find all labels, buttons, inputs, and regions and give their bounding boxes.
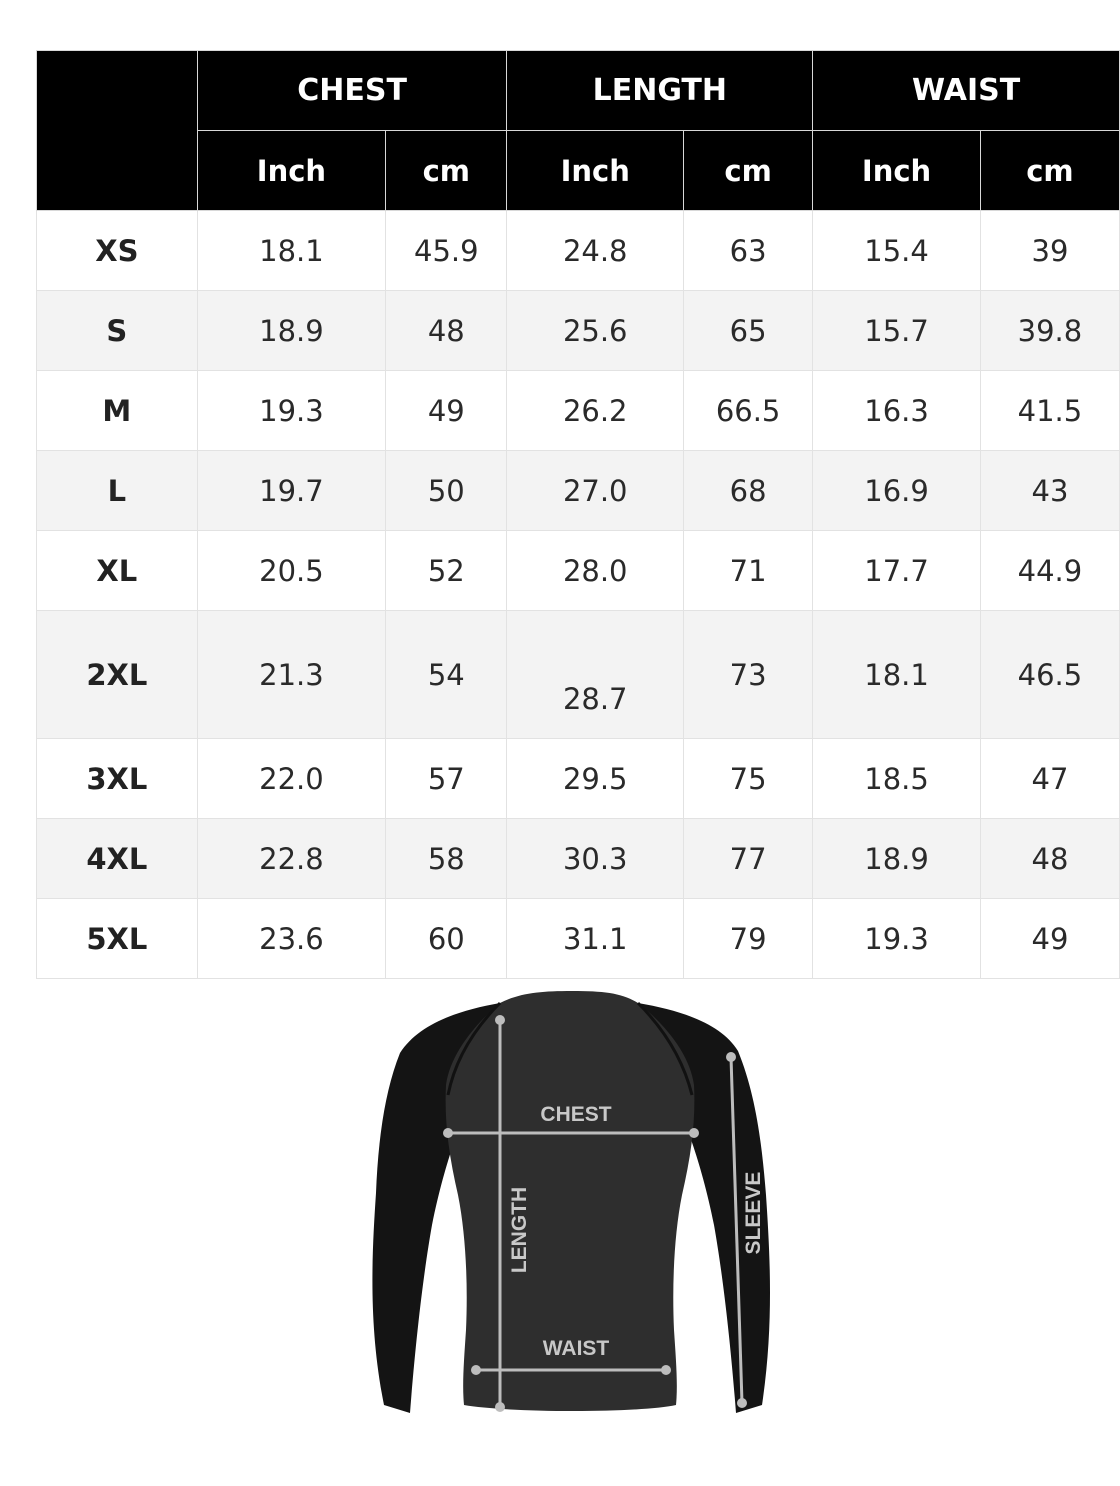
table-cell: 41.5: [980, 371, 1119, 451]
unit-header: cm: [980, 131, 1119, 211]
table-cell: 21.3: [197, 611, 385, 739]
table-cell: 49: [980, 899, 1119, 979]
table-cell: 39.8: [980, 291, 1119, 371]
table-row: [37, 371, 1120, 451]
table-cell: 57: [386, 739, 507, 819]
table-cell: 25.6: [507, 291, 684, 371]
table-cell: 28.0: [507, 531, 684, 611]
header-waist: WAIST: [813, 51, 1120, 131]
waist-guide-end: [661, 1365, 671, 1375]
table-cell: 31.1: [507, 899, 684, 979]
chest-label: CHEST: [540, 1103, 612, 1126]
unit-header: cm: [386, 131, 507, 211]
table-cell: 16.3: [813, 371, 981, 451]
header-chest: CHEST: [197, 51, 507, 131]
table-cell: 19.3: [813, 899, 981, 979]
table-cell: 71: [684, 531, 813, 611]
table-cell: 45.9: [386, 211, 507, 291]
chest-guide-end: [443, 1128, 453, 1138]
table-row: [37, 291, 1120, 371]
table-cell: 75: [684, 739, 813, 819]
table-cell: 66.5: [684, 371, 813, 451]
table-cell: 22.8: [197, 819, 385, 899]
table-row: [37, 531, 1120, 611]
table-cell: 77: [684, 819, 813, 899]
length-guide-end: [495, 1015, 505, 1025]
table-cell: 17.7: [813, 531, 981, 611]
table-cell: 52: [386, 531, 507, 611]
table-cell: 58: [386, 819, 507, 899]
size-label: S: [37, 291, 198, 371]
table-cell: 68: [684, 451, 813, 531]
table-cell: 30.3: [507, 819, 684, 899]
table-row: [37, 611, 1120, 739]
size-label: XL: [37, 531, 198, 611]
table-cell: 18.5: [813, 739, 981, 819]
unit-header: Inch: [197, 131, 385, 211]
size-label: 2XL: [37, 611, 198, 739]
table-cell: 79: [684, 899, 813, 979]
size-label: M: [37, 371, 198, 451]
table-row: [37, 899, 1120, 979]
table-cell: 50: [386, 451, 507, 531]
table-cell: 54: [386, 611, 507, 739]
table-row: [37, 451, 1120, 531]
table-cell: 18.9: [813, 819, 981, 899]
table-cell: 39: [980, 211, 1119, 291]
size-chart-table: [36, 50, 1120, 979]
waist-label: WAIST: [542, 1337, 610, 1360]
table-cell: 23.6: [197, 899, 385, 979]
table-cell: 46.5: [980, 611, 1119, 739]
size-label: 5XL: [37, 899, 198, 979]
table-cell: 16.9: [813, 451, 981, 531]
length-label: LENGTH: [508, 1186, 531, 1274]
table-row: [37, 739, 1120, 819]
table-row: [37, 211, 1120, 291]
unit-header: Inch: [507, 131, 684, 211]
length-guide-end: [495, 1402, 505, 1412]
table-cell: 18.1: [197, 211, 385, 291]
table-cell: 73: [684, 611, 813, 739]
chest-guide-end: [689, 1128, 699, 1138]
table-cell: 20.5: [197, 531, 385, 611]
table-cell: 19.3: [197, 371, 385, 451]
table-cell: 65: [684, 291, 813, 371]
table-cell: 49: [386, 371, 507, 451]
size-label: 3XL: [37, 739, 198, 819]
header-length: LENGTH: [507, 51, 813, 131]
size-label: 4XL: [37, 819, 198, 899]
sleeve-guide-end: [726, 1052, 736, 1062]
table-cell: 15.7: [813, 291, 981, 371]
table-cell: 48: [386, 291, 507, 371]
table-cell: 60: [386, 899, 507, 979]
size-label: XS: [37, 211, 198, 291]
shirt-measurement-diagram: [360, 985, 790, 1425]
table-cell: 44.9: [980, 531, 1119, 611]
table-row: [37, 819, 1120, 899]
table-cell: 19.7: [197, 451, 385, 531]
table-cell: 63: [684, 211, 813, 291]
table-cell: 48: [980, 819, 1119, 899]
sleeve-label: SLEEVE: [742, 1171, 765, 1255]
table-cell: 26.2: [507, 371, 684, 451]
table-cell: 29.5: [507, 739, 684, 819]
table-cell: 22.0: [197, 739, 385, 819]
table-cell: 15.4: [813, 211, 981, 291]
waist-guide-end: [471, 1365, 481, 1375]
table-cell: 28.7: [507, 611, 684, 739]
header-corner: [37, 51, 198, 211]
size-label: L: [37, 451, 198, 531]
unit-header: Inch: [813, 131, 981, 211]
table-cell: 18.9: [197, 291, 385, 371]
table-cell: 27.0: [507, 451, 684, 531]
table-cell: 24.8: [507, 211, 684, 291]
unit-header: cm: [684, 131, 813, 211]
table-cell: 47: [980, 739, 1119, 819]
table-cell: 18.1: [813, 611, 981, 739]
table-cell: 43: [980, 451, 1119, 531]
sleeve-guide-end: [737, 1398, 747, 1408]
